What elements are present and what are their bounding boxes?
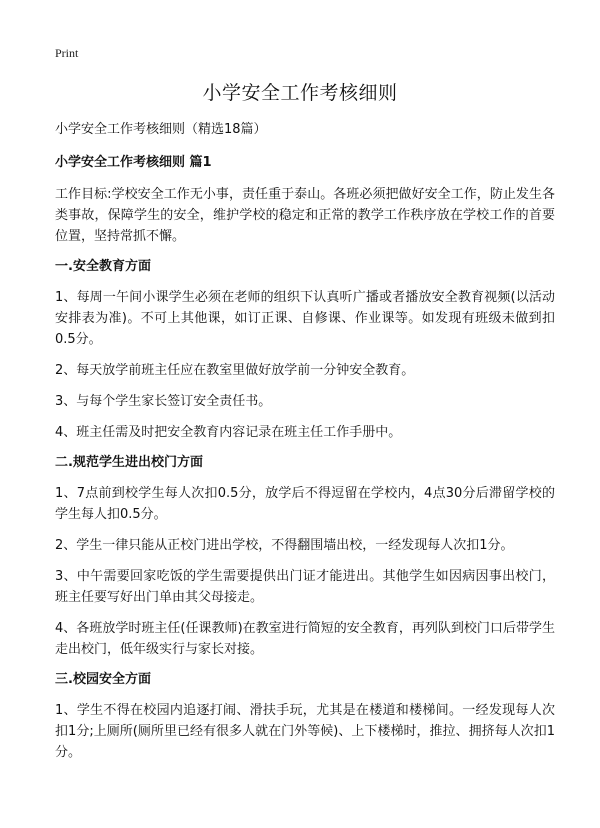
- section-heading: 二.规范学生进出校门方面: [55, 455, 203, 470]
- list-item: 3、与每个学生家长签订安全责任书。: [55, 394, 272, 409]
- list-item: 4、班主任需及时把安全教育内容记录在班主任工作手册中。: [55, 425, 402, 440]
- list-item: 4、各班放学时班主任(任课教师)在教室进行简短的安全教育，再列队到校门口后带学生走出校门，低年级实行与家长对接。: [55, 621, 555, 657]
- list-item: 1、学生不得在校园内追逐打闹、滑扶手玩，尤其是在楼道和楼梯间。一经发现每人次扣1分;上厕所(厕所里已经有很多人就在门外等候)、上下楼梯时，推拉、拥挤每人次扣1分。: [55, 703, 555, 760]
- list-item: 3、中午需要回家吃饭的学生需要提供出门证才能进出。其他学生如因病因事出校门，班主任要写好出门单由其父母接走。: [55, 569, 555, 605]
- article-heading: 小学安全工作考核细则 篇1: [55, 155, 212, 170]
- section-heading: 三.校园安全方面: [55, 672, 151, 687]
- document-body: [55, 120, 555, 773]
- section-heading: 一.安全教育方面: [55, 259, 151, 274]
- document-subtitle: 小学安全工作考核细则（精选18篇）: [55, 122, 267, 137]
- list-item: 1、每周一午间小课学生必须在老师的组织下认真听广播或者播放安全教育视频(以活动安排表为准)。不可上其他课，如订正课、自修课、作业课等。如发现有班级未做到扣0.5分。: [55, 290, 555, 347]
- intro-paragraph: 工作目标:学校安全工作无小事，责任重于泰山。各班必须把做好安全工作，防止发生各类事故，保障学生的安全，维护学校的稳定和正常的教学工作秩序放在学校工作的首要位置，坚持常抓不懈。: [55, 187, 555, 244]
- print-label: Print: [55, 46, 79, 60]
- page-title: 小学安全工作考核细则: [202, 82, 398, 104]
- list-item: 1、7点前到校学生每人次扣0.5分，放学后不得逗留在学校内，4点30分后滞留学校的学生每人扣0.5分。: [55, 486, 555, 522]
- list-item: 2、每天放学前班主任应在教室里做好放学前一分钟安全教育。: [55, 363, 415, 378]
- list-item: 2、学生一律只能从正校门进出学校，不得翻围墙出校，一经发现每人次扣1分。: [55, 538, 514, 553]
